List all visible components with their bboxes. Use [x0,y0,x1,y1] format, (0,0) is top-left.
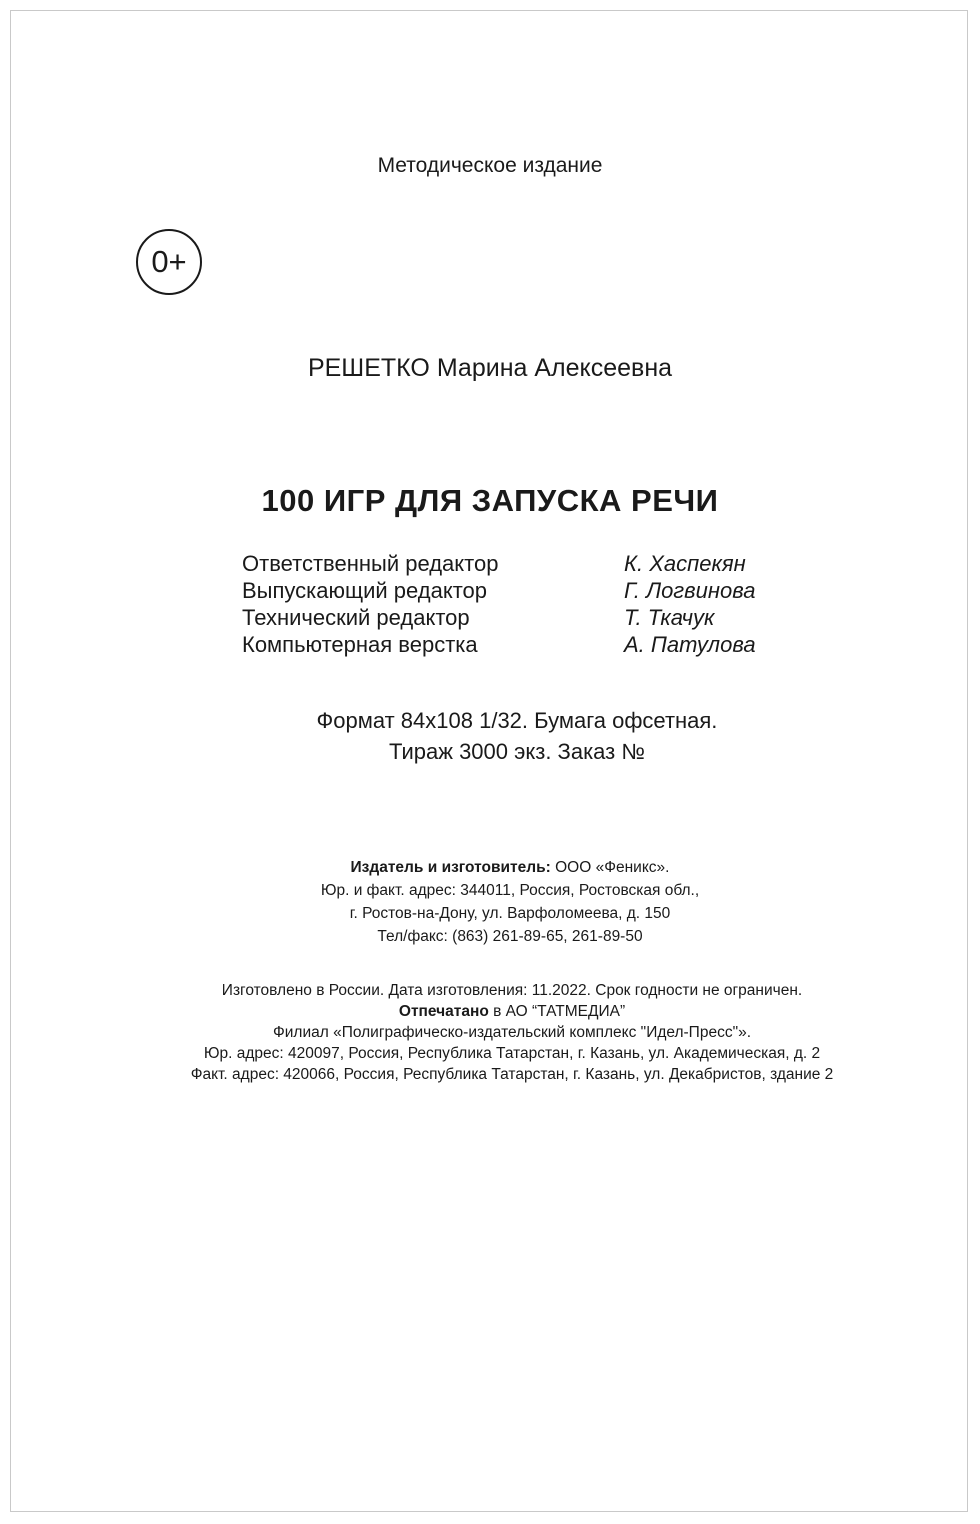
credit-role: Ответственный редактор [242,551,499,576]
edition-type: Методическое издание [377,154,603,177]
printed-label: Отпечатано [398,1003,489,1020]
format-block [0,705,980,767]
publisher-name: ООО «Феникс». [550,859,670,876]
manufacture-info: Изготовлено в России. Дата изготовления: 11.2022. Срок годности не ограничен. [221,982,803,999]
printer-branch: Филиал «Полиграфическо-издательский комплекс "Идел-Пресс"». [272,1024,751,1041]
publisher-line [0,856,980,879]
printer-line [0,1001,980,1022]
author-name: РЕШЕТКО Марина Алексеевна [307,354,673,382]
publisher-address-2: г. Ростов-на-Дону, ул. Варфоломеева, д. 150 [349,905,671,922]
publisher-block [0,856,980,948]
format-line: Формат 84x108 1/32. Бумага офсетная. [316,708,718,733]
credits-block [242,550,756,658]
manufacture-block [0,980,980,1085]
publisher-label: Издатель и изготовитель: [350,859,551,876]
credit-name: Г. Логвинова [624,578,756,603]
printer-actual-address: Факт. адрес: 420066, Россия, Республика Татарстан, г. Казань, ул. Декабристов, здание 2 [190,1066,834,1083]
credit-role: Выпускающий редактор [242,578,488,603]
credit-row [242,550,756,577]
credit-name: К. Хаспекян [624,551,746,576]
age-rating-label: 0+ [151,244,187,279]
publisher-phone: Тел/факс: (863) 261-89-65, 261-89-50 [377,928,643,945]
print-run-line: Тираж 3000 экз. Заказ № [389,739,645,764]
book-title: 100 ИГР ДЛЯ ЗАПУСКА РЕЧИ [261,483,719,518]
credit-role: Компьютерная верстка [242,632,478,657]
credit-row [242,577,756,604]
printer-legal-address: Юр. адрес: 420097, Россия, Республика Татарстан, г. Казань, ул. Академическая, д. 2 [203,1045,821,1062]
credit-row [242,631,756,658]
publisher-address-1: Юр. и факт. адрес: 344011, Россия, Ростовская обл., [320,882,700,899]
credit-name: А. Патулова [624,632,756,657]
printer-name: в АО “ТАТМЕДИА” [488,1003,626,1020]
age-rating-badge [136,229,202,295]
credit-name: Т. Ткачук [624,605,715,630]
credit-role: Технический редактор [242,605,470,630]
credit-row [242,604,756,631]
